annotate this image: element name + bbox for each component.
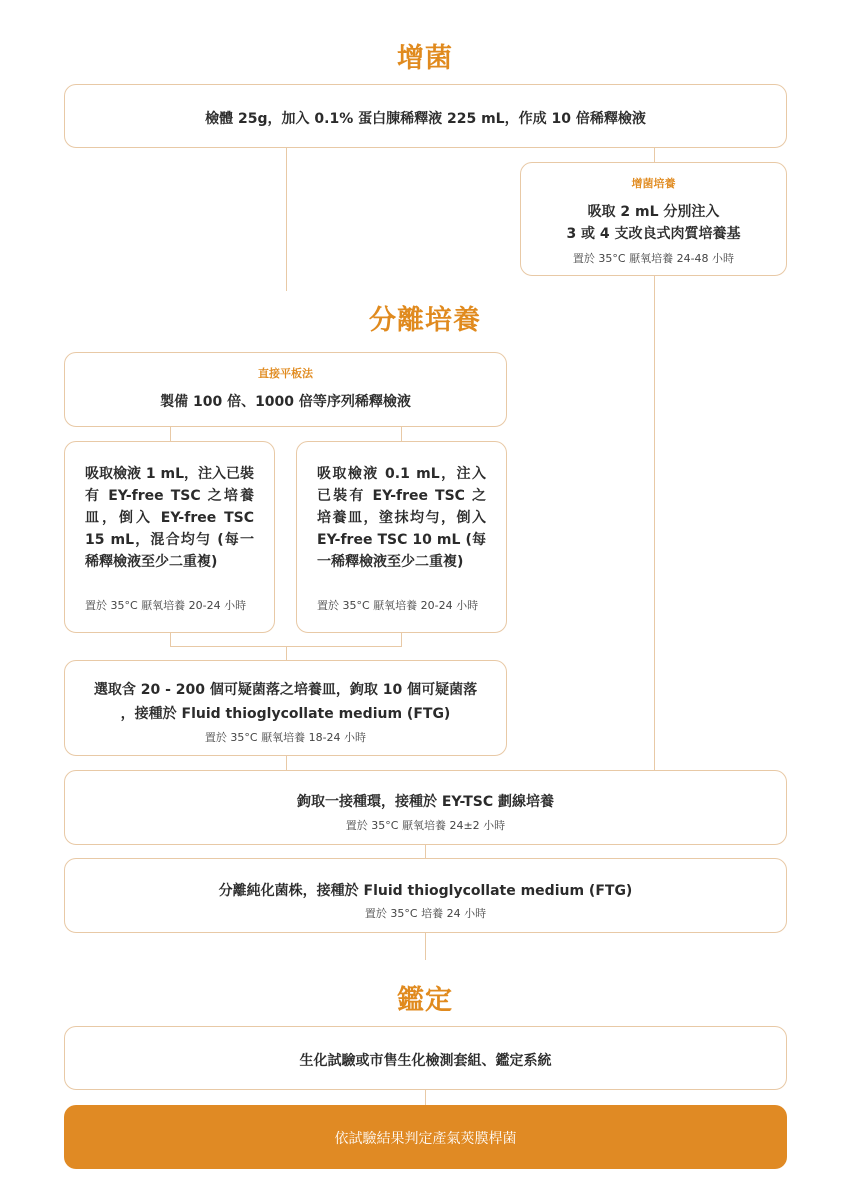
plate-method-tag: 直接平板法 <box>258 367 313 380</box>
spread-plate-box <box>296 441 507 633</box>
connector-enrich-down <box>654 276 655 770</box>
connector-merge-down <box>286 646 287 660</box>
spread-plate-note: 置於 35°C 厭氧培養 20-24 小時 <box>317 599 479 612</box>
colony-selection-line1: 選取含 20 - 200 個可疑菌落之培養皿，鉤取 10 個可疑菌落 <box>93 682 478 698</box>
connector-biochem-down <box>425 1090 426 1105</box>
section-title-enrichment: 增菌 <box>397 43 453 74</box>
pour-plate-text: 吸取檢液 1 mL，注入已裝有 EY-free TSC 之培養皿，倒入 EY-free TSC 15 mL，混合均勻 (每一稀釋檢液至少二重複) <box>85 466 254 570</box>
biochemical-test-box <box>64 1026 787 1090</box>
colony-selection-box <box>64 660 507 756</box>
connector-purify-down <box>425 933 426 960</box>
purification-note: 置於 35°C 培養 24 小時 <box>364 907 487 920</box>
connector-plate-right <box>401 427 402 441</box>
sample-prep-box <box>64 84 787 148</box>
enrichment-culture-box <box>520 162 787 276</box>
sample-prep-text: 檢體 25g，加入 0.1% 蛋白腖稀釋液 225 mL，作成 10 倍稀釋檢液 <box>205 111 646 127</box>
enrichment-culture-line1: 吸取 2 mL 分別注入 <box>587 204 720 220</box>
enrichment-culture-line2: 3 或 4 支改良式肉質培養基 <box>566 226 741 242</box>
connector-plate-left <box>170 427 171 441</box>
streak-culture-box <box>64 770 787 845</box>
connector-streak-down <box>425 845 426 858</box>
pour-plate-box <box>64 441 275 633</box>
purification-text: 分離純化菌株，接種於 Fluid thioglycollate medium (FTG) <box>218 883 633 899</box>
colony-selection-note: 置於 35°C 厭氧培養 18-24 小時 <box>204 731 367 744</box>
section-title-identification: 鑑定 <box>397 985 453 1016</box>
streak-culture-note: 置於 35°C 厭氧培養 24±2 小時 <box>345 819 506 832</box>
connector-step1-enrich <box>654 148 655 162</box>
enrichment-culture-note: 置於 35°C 厭氧培養 24-48 小時 <box>572 252 735 265</box>
plate-method-text: 製備 100 倍、1000 倍等序列稀釋檢液 <box>160 394 411 410</box>
final-result-text: 依試驗結果判定產氣莢膜桿菌 <box>334 1131 517 1147</box>
colony-selection-line2: ，接種於 Fluid thioglycollate medium (FTG) <box>120 706 451 722</box>
pour-plate-note: 置於 35°C 厭氧培養 20-24 小時 <box>85 599 247 612</box>
streak-culture-text: 鉤取一接種環，接種於 EY-TSC 劃線培養 <box>296 794 555 810</box>
purification-box <box>64 858 787 933</box>
biochemical-test-text: 生化試驗或市售生化檢測套組、鑑定系統 <box>299 1053 552 1069</box>
final-result-box <box>64 1105 787 1169</box>
connector-step1-down <box>286 148 287 291</box>
spread-plate-text: 吸取檢液 0.1 mL，注入已裝有 EY-free TSC 之培養皿，塗抹均勻，倒入 EY-free TSC 10 mL (每一稀釋檢液至少二重複) <box>317 466 486 570</box>
connector-left-down <box>170 633 171 647</box>
connector-right-down <box>401 633 402 647</box>
plate-method-box <box>64 352 507 427</box>
section-title-isolation: 分離培養 <box>369 305 481 336</box>
enrichment-culture-tag: 增菌培養 <box>631 177 676 190</box>
connector-select-down <box>286 756 287 770</box>
